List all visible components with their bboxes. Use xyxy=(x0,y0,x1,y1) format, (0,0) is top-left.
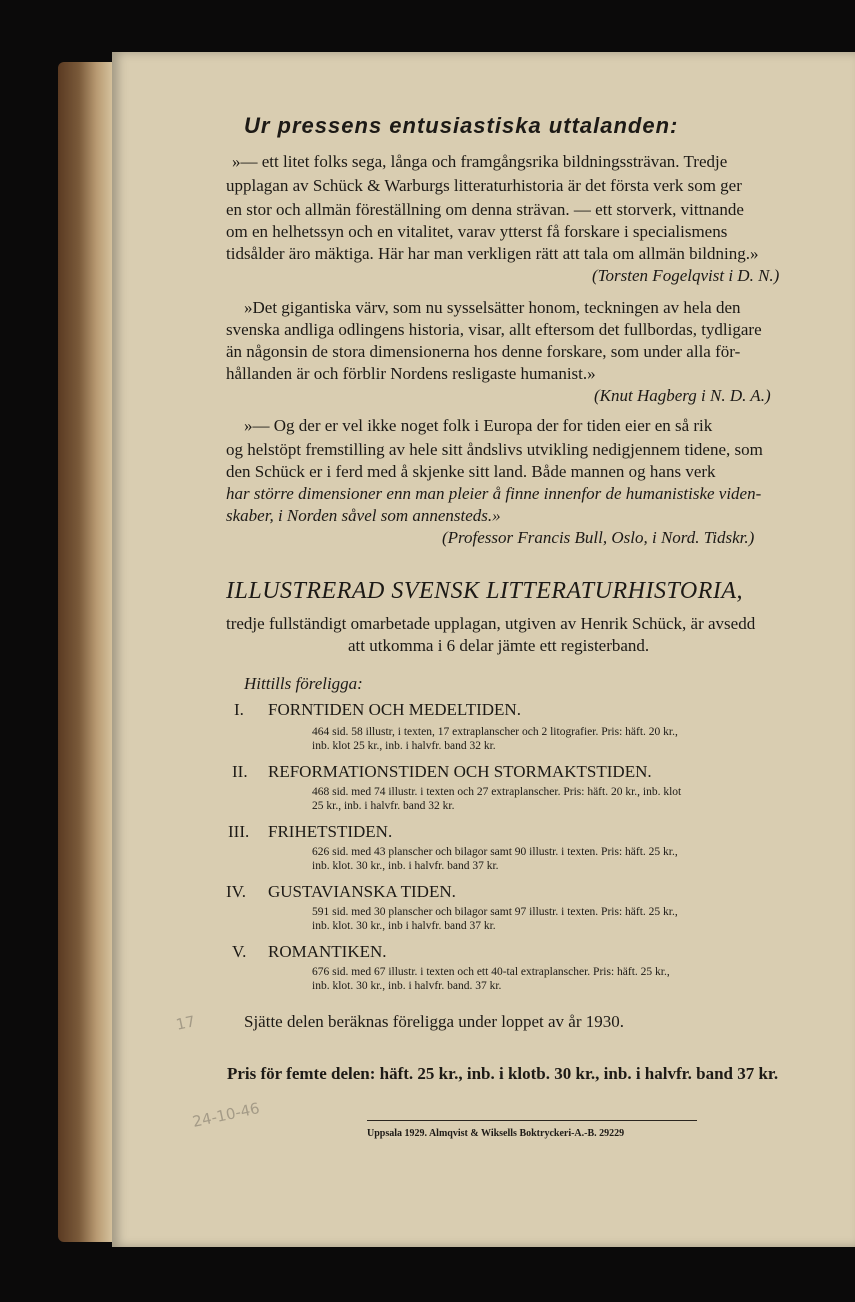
volume-number: V. xyxy=(232,942,247,961)
work-subtitle: att utkomma i 6 delar jämte ett registerband. xyxy=(348,636,650,655)
volume-name: ROMANTIKEN. xyxy=(268,942,387,961)
volume-details: 25 kr., inb. i halvfr. band 32 kr. xyxy=(312,800,455,812)
volume-details: inb. klot. 30 kr., inb. i halvfr. band. 37 kr. xyxy=(312,980,502,992)
quote-line: tidsålder äro mäktiga. Här har man verkligen rätt att tala om allmän bildning.» xyxy=(226,244,759,263)
quote-line: än någonsin de stora dimensionerna hos denne forskare, som under alla för- xyxy=(226,342,741,361)
volume-details: 464 sid. 58 illustr, i texten, 17 extraplanscher och 2 litografier. Pris: häft. 20 kr., xyxy=(312,726,678,738)
quote-line: den Schück er i ferd med å skjenke sitt land. Både mannen og hans verk xyxy=(226,462,716,481)
available-label: Hittills föreligga: xyxy=(244,674,363,693)
volume-name: REFORMATIONSTIDEN OCH STORMAKTSTIDEN. xyxy=(268,762,652,781)
printer-imprint: Uppsala 1929. Almqvist & Wiksells Boktryckeri-A.-B. 29229 xyxy=(367,1128,625,1139)
quote-line: har större dimensioner enn man pleier å finne innenfor de humanistiske viden- xyxy=(226,484,762,503)
volume-details: inb. klot. 30 kr., inb. i halvfr. band 37 kr. xyxy=(312,860,499,872)
volume-details: 591 sid. med 30 planscher och bilagor samt 97 illustr. i texten. Pris: häft. 25 kr., xyxy=(312,906,678,918)
volume-name: FRIHETSTIDEN. xyxy=(268,822,393,841)
price-line: Pris för femte delen: häft. 25 kr., inb. i klotb. 30 kr., inb. i halvfr. band 37 kr. xyxy=(227,1064,779,1083)
footer-divider xyxy=(367,1120,697,1121)
quote-line: »Det gigantiska värv, som nu sysselsätter honom, teckningen av hela den xyxy=(244,298,741,317)
press-quotes-heading: Ur pressens entusiastiska uttalanden: xyxy=(244,113,679,138)
quote-line: upplagan av Schück & Warburgs litteraturhistoria är det första verk som ger xyxy=(226,176,742,195)
volume-details: 676 sid. med 67 illustr. i texten och ett 40-tal extraplanscher. Pris: häft. 25 kr., xyxy=(312,966,670,978)
volume-details: 468 sid. med 74 illustr. i texten och 27 extraplanscher. Pris: häft. 20 kr., inb. klot xyxy=(312,786,682,798)
quote-source: (Torsten Fogelqvist i D. N.) xyxy=(592,266,780,285)
quote-source: (Professor Francis Bull, Oslo, i Nord. Tidskr.) xyxy=(442,528,755,547)
quote-line: og helstöpt fremstilling av hele sitt åndslivs utvikling nedigjennem tidene, som xyxy=(226,440,763,459)
quote-line: en stor och allmän föreställning om denna strävan. — ett storverk, vittnande xyxy=(226,200,744,219)
pencil-annotation: 17 xyxy=(174,1012,197,1034)
pencil-annotation: 24-10-46 xyxy=(190,1099,262,1131)
quote-line: »— ett litet folks sega, långa och framgångsrika bildningssträvan. Tredje xyxy=(232,152,728,171)
sixth-part-note: Sjätte delen beräknas föreligga under loppet av år 1930. xyxy=(244,1012,625,1031)
volume-number: II. xyxy=(232,762,248,781)
work-subtitle: tredje fullständigt omarbetade upplagan, utgiven av Henrik Schück, är avsedd xyxy=(226,614,756,633)
volume-details: 626 sid. med 43 planscher och bilagor samt 90 illustr. i texten. Pris: häft. 25 kr., xyxy=(312,846,678,858)
quote-source: (Knut Hagberg i N. D. A.) xyxy=(594,386,771,405)
work-title: ILLUSTRERAD SVENSK LITTERATURHISTORIA, xyxy=(226,578,744,604)
quote-line: skaber, i Norden såvel som annensteds.» xyxy=(226,506,501,525)
quote-line: om en helhetssyn och en vitalitet, varav ytterst få forskare i specialismens xyxy=(226,222,728,241)
volume-number: III. xyxy=(228,822,250,841)
volume-number: I. xyxy=(234,700,244,719)
volume-name: FORNTIDEN OCH MEDELTIDEN. xyxy=(268,700,521,719)
quote-line: hållanden är och förblir Nordens resligaste humanist.» xyxy=(226,364,596,383)
volume-name: GUSTAVIANSKA TIDEN. xyxy=(268,882,456,901)
volume-details: inb. klot 25 kr., inb. i halvfr. band 32 kr. xyxy=(312,740,496,752)
quote-line: svenska andliga odlingens historia, visar, allt eftersom det fullbordas, tydligare xyxy=(226,320,762,339)
volume-number: IV. xyxy=(226,882,246,901)
quote-line: »— Og der er vel ikke noget folk i Europa der for tiden eier en så rik xyxy=(244,416,713,435)
volume-details: inb. klot. 30 kr., inb i halvfr. band 37 kr. xyxy=(312,920,496,932)
